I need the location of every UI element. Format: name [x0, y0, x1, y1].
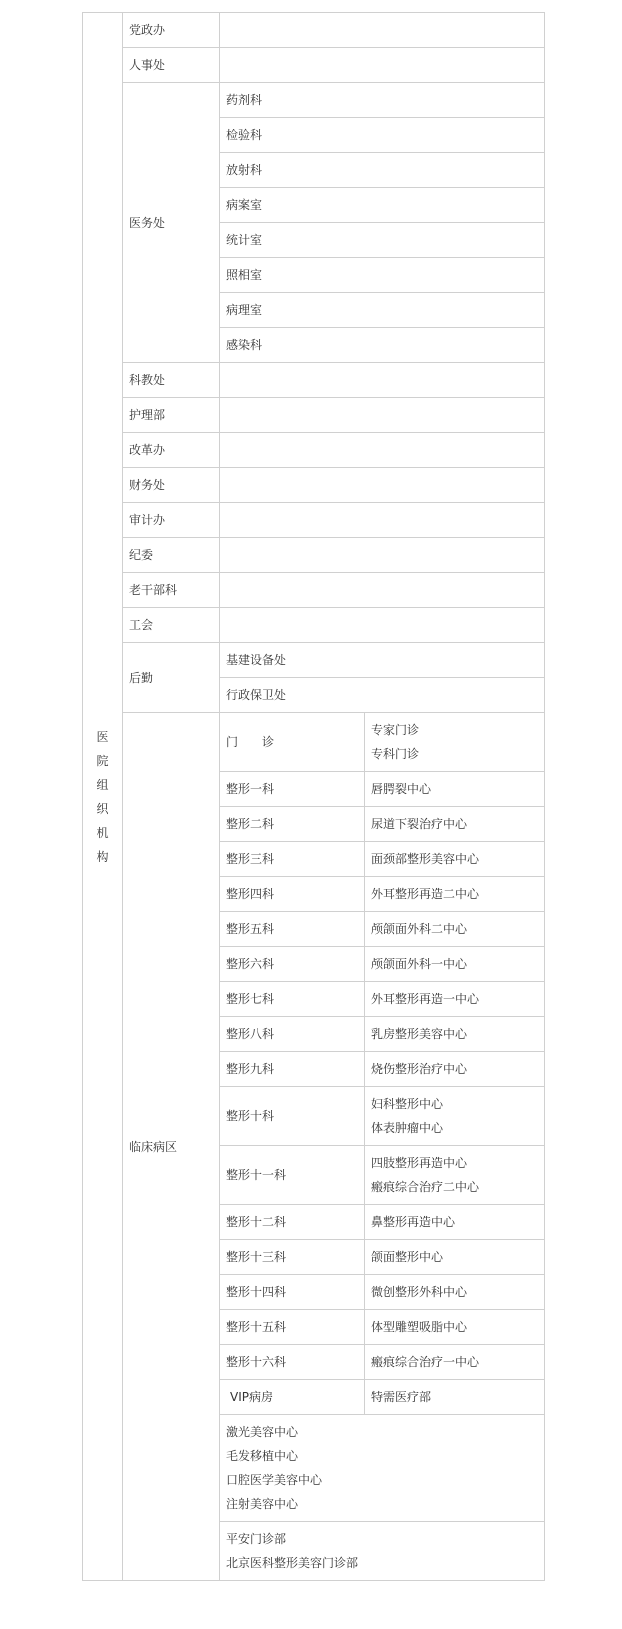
empty-cell — [220, 468, 545, 503]
dept-logistics: 后勤 — [123, 643, 220, 713]
empty-cell — [220, 503, 545, 538]
center-name: 激光美容中心 — [226, 1425, 299, 1439]
ward-name: 整形九科 — [220, 1052, 365, 1087]
empty-cell — [220, 13, 545, 48]
vip-center: 特需医疗部 — [365, 1380, 545, 1415]
center-name: 鼻整形再造中心 — [365, 1205, 545, 1240]
dept-union: 工会 — [123, 608, 220, 643]
ward-name: 整形一科 — [220, 772, 365, 807]
center-name: 四肢整形再造中心 — [371, 1156, 468, 1170]
center-name: 口腔医学美容中心 — [226, 1473, 323, 1487]
center-name: 注射美容中心 — [226, 1497, 299, 1511]
dept-clinical: 临床病区 — [123, 713, 220, 1581]
center-name: 微创整形外科中心 — [365, 1275, 545, 1310]
dept-audit: 审计办 — [123, 503, 220, 538]
center-name: 颌面整形中心 — [365, 1240, 545, 1275]
medical-sub: 放射科 — [220, 153, 545, 188]
center-name: 体型雕塑吸脂中心 — [365, 1310, 545, 1345]
medical-sub: 检验科 — [220, 118, 545, 153]
center-name: 专家门诊 — [371, 723, 420, 737]
center-name: 瘢痕综合治疗二中心 — [371, 1180, 480, 1194]
outpatient-centers — [365, 713, 545, 772]
empty-cell — [220, 363, 545, 398]
vip-ward: VIP病房 — [220, 1380, 365, 1415]
outpatient-label: 门 诊 — [220, 713, 365, 772]
dept-discipline: 纪委 — [123, 538, 220, 573]
medical-sub: 感染科 — [220, 328, 545, 363]
empty-cell — [220, 573, 545, 608]
center-name: 外耳整形再造二中心 — [365, 877, 545, 912]
medical-sub: 统计室 — [220, 223, 545, 258]
center-list — [365, 1087, 545, 1146]
medical-sub: 病案室 — [220, 188, 545, 223]
logistics-sub: 基建设备处 — [220, 643, 545, 678]
dept-veteran: 老干部科 — [123, 573, 220, 608]
center-name: 乳房整形美容中心 — [365, 1017, 545, 1052]
dept-sci: 科教处 — [123, 363, 220, 398]
empty-cell — [220, 398, 545, 433]
medical-sub: 病理室 — [220, 293, 545, 328]
center-name: 烧伤整形治疗中心 — [365, 1052, 545, 1087]
center-name: 面颈部整形美容中心 — [365, 842, 545, 877]
medical-sub: 药剂科 — [220, 83, 545, 118]
center-name: 尿道下裂治疗中心 — [365, 807, 545, 842]
org-structure-table — [82, 12, 545, 1581]
center-name: 专科门诊 — [371, 747, 420, 761]
center-name: 妇科整形中心 — [371, 1097, 444, 1111]
dept-medical: 医务处 — [123, 83, 220, 363]
center-name: 唇腭裂中心 — [365, 772, 545, 807]
dept-hr: 人事处 — [123, 48, 220, 83]
center-name: 毛发移植中心 — [226, 1449, 299, 1463]
ward-name: 整形十一科 — [220, 1146, 365, 1205]
clinic-name: 北京医科整形美容门诊部 — [226, 1556, 359, 1570]
root-cell — [83, 13, 123, 1581]
ward-name: 整形十二科 — [220, 1205, 365, 1240]
ward-name: 整形十六科 — [220, 1345, 365, 1380]
ward-name: 整形十四科 — [220, 1275, 365, 1310]
ward-name: 整形二科 — [220, 807, 365, 842]
empty-cell — [220, 48, 545, 83]
extra-centers — [220, 1415, 545, 1522]
empty-cell — [220, 608, 545, 643]
root-label: 医院组织机构 — [96, 729, 109, 864]
logistics-sub: 行政保卫处 — [220, 678, 545, 713]
ward-name: 整形十科 — [220, 1087, 365, 1146]
ward-name: 整形五科 — [220, 912, 365, 947]
ward-name: 整形六科 — [220, 947, 365, 982]
center-list — [365, 1146, 545, 1205]
clinic-name: 平安门诊部 — [226, 1532, 287, 1546]
ward-name: 整形四科 — [220, 877, 365, 912]
center-name: 瘢痕综合治疗一中心 — [365, 1345, 545, 1380]
center-name: 颅颌面外科二中心 — [365, 912, 545, 947]
ward-name: 整形十五科 — [220, 1310, 365, 1345]
clinic-list — [220, 1522, 545, 1581]
dept-party: 党政办 — [123, 13, 220, 48]
dept-nursing: 护理部 — [123, 398, 220, 433]
dept-finance: 财务处 — [123, 468, 220, 503]
ward-name: 整形三科 — [220, 842, 365, 877]
center-name: 体表肿瘤中心 — [371, 1121, 444, 1135]
ward-name: 整形八科 — [220, 1017, 365, 1052]
empty-cell — [220, 433, 545, 468]
empty-cell — [220, 538, 545, 573]
center-name: 外耳整形再造一中心 — [365, 982, 545, 1017]
ward-name: 整形七科 — [220, 982, 365, 1017]
medical-sub: 照相室 — [220, 258, 545, 293]
center-name: 颅颌面外科一中心 — [365, 947, 545, 982]
ward-name: 整形十三科 — [220, 1240, 365, 1275]
dept-reform: 改革办 — [123, 433, 220, 468]
